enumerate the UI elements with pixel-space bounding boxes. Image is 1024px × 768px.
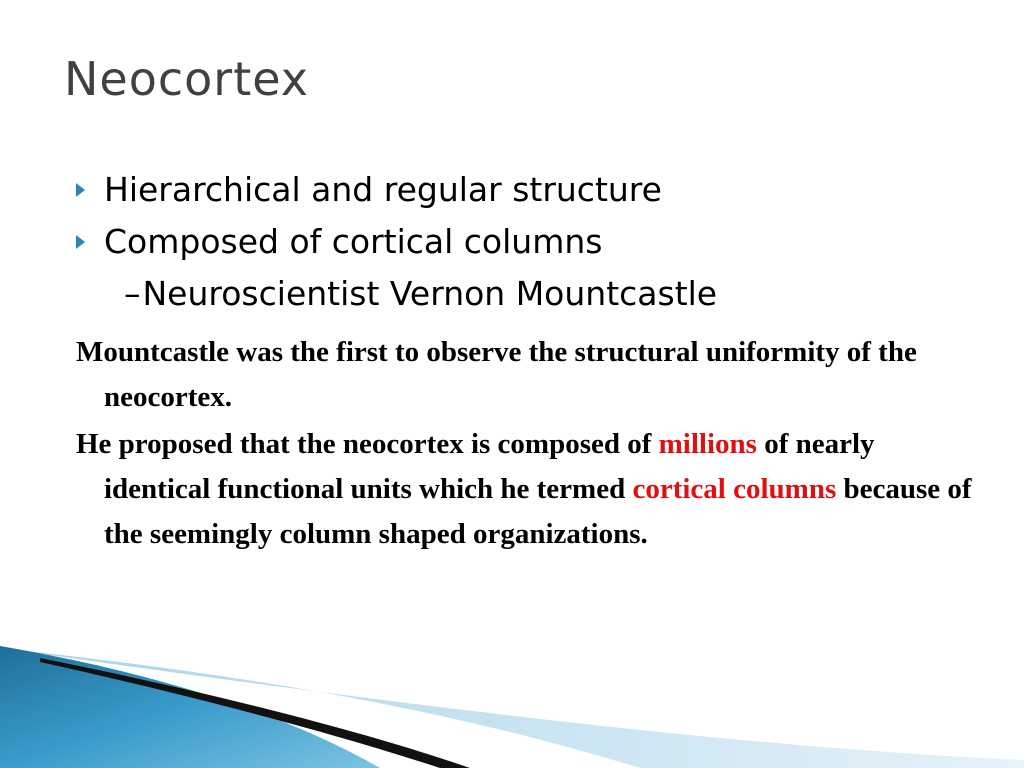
sub-bullet	[124, 272, 717, 316]
bullet-text: Hierarchical and regular structure	[104, 170, 662, 209]
sub-bullet-text: Neuroscientist Vernon Mountcastle	[142, 274, 718, 313]
bullet-arrow-icon	[76, 235, 85, 249]
paragraph-proposal	[76, 422, 984, 557]
highlight-millions: millions	[658, 428, 757, 460]
bullet-item	[76, 220, 662, 272]
bullet-text: Composed of cortical columns	[104, 222, 603, 261]
highlight-cortical-columns: cortical columns	[632, 473, 837, 505]
slide-title: Neocortex	[64, 52, 309, 106]
bullet-arrow-icon	[76, 183, 85, 197]
paragraph-text: of nearly identical functional units which he termed	[104, 428, 875, 505]
paragraph-text: He proposed that the neocortex is composed of	[76, 428, 659, 460]
paragraph-text: because of the seemingly column shaped organizations.	[104, 473, 972, 550]
bullet-list	[76, 168, 662, 272]
paragraph-observation: Mountcastle was the first to observe the structural uniformity of the neocortex.	[76, 336, 917, 413]
dash-bullet-icon: –	[124, 274, 141, 313]
bullet-item	[76, 168, 662, 220]
decorative-wave	[0, 640, 1024, 768]
